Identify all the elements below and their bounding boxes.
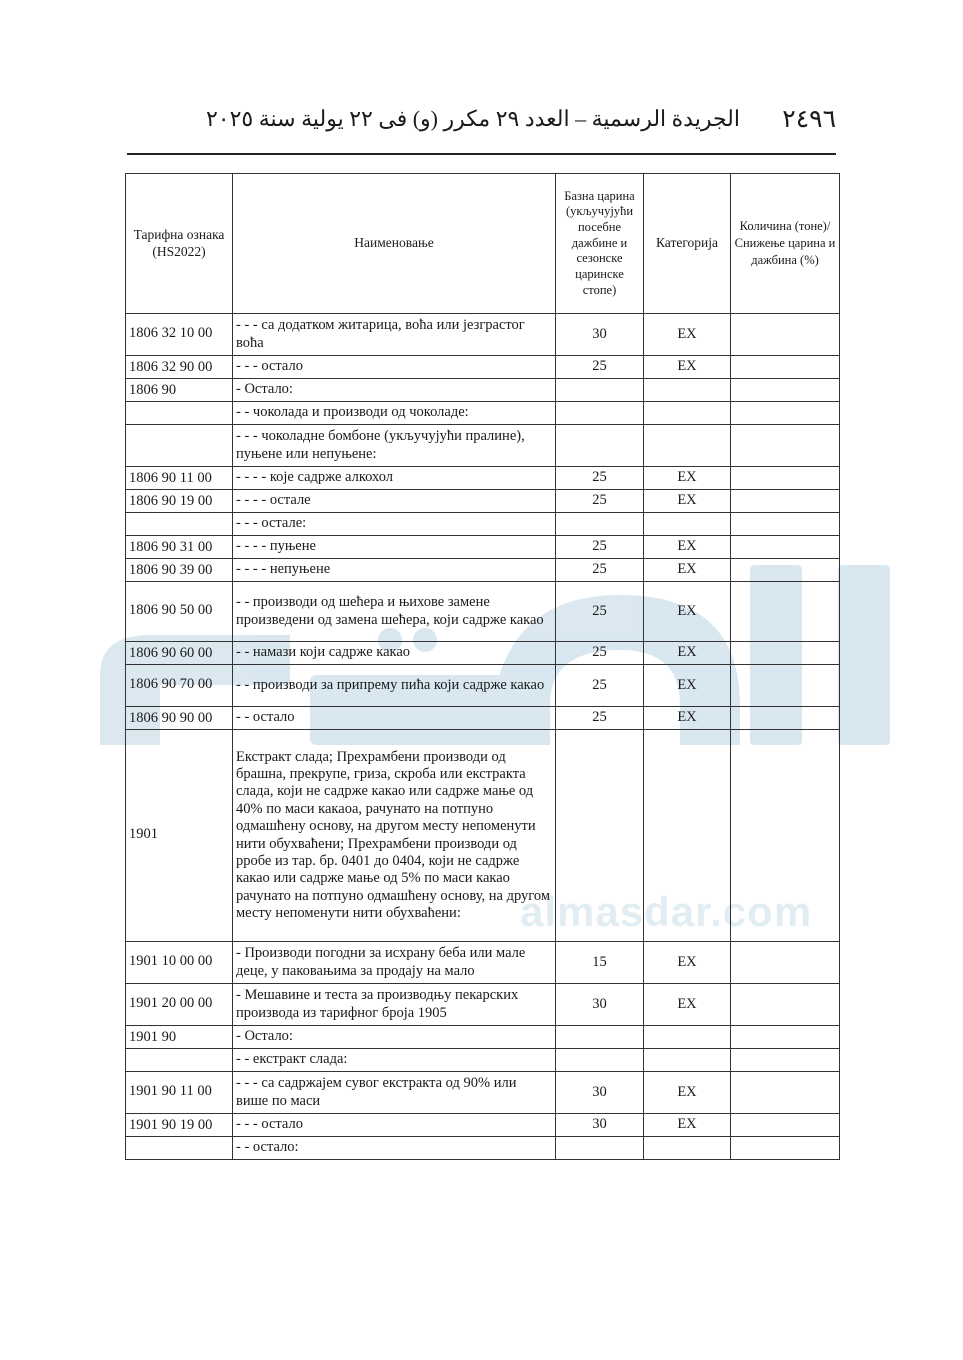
tariff-code-cell: 1806 90 90 00	[126, 707, 233, 730]
tariff-code-cell: 1806 90	[126, 379, 233, 402]
category-cell: EX	[644, 1114, 731, 1137]
tariff-code-cell: 1806 32 10 00	[126, 314, 233, 356]
category-cell	[644, 1026, 731, 1049]
category-cell	[644, 379, 731, 402]
category-cell	[644, 402, 731, 425]
category-cell: EX	[644, 356, 731, 379]
header-divider	[127, 153, 836, 155]
base-rate-cell	[556, 1026, 644, 1049]
quantity-reduction-cell	[731, 356, 840, 379]
tariff-table	[125, 173, 840, 1160]
table-row	[126, 379, 840, 402]
header-category: Категорија	[644, 174, 731, 314]
base-rate-cell	[556, 379, 644, 402]
base-rate-cell: 25	[556, 642, 644, 665]
table-row	[126, 536, 840, 559]
table-row	[126, 314, 840, 356]
page-header	[128, 104, 836, 138]
category-cell	[644, 1049, 731, 1072]
base-rate-cell: 25	[556, 490, 644, 513]
base-rate-cell: 25	[556, 582, 644, 642]
tariff-code-cell	[126, 513, 233, 536]
base-rate-cell: 15	[556, 942, 644, 984]
base-rate-cell	[556, 730, 644, 942]
quantity-reduction-cell	[731, 1026, 840, 1049]
tariff-code-cell: 1806 90 50 00	[126, 582, 233, 642]
description-cell: - - остало	[233, 707, 556, 730]
category-cell: EX	[644, 559, 731, 582]
description-cell: - - екстракт слада:	[233, 1049, 556, 1072]
quantity-reduction-cell	[731, 1072, 840, 1114]
tariff-code-cell: 1901 20 00 00	[126, 984, 233, 1026]
quantity-reduction-cell	[731, 490, 840, 513]
quantity-reduction-cell	[731, 467, 840, 490]
base-rate-cell: 25	[556, 665, 644, 707]
category-cell: EX	[644, 707, 731, 730]
header-quantity-reduction: Количина (тоне)/ Снижење царина и дажбина (%)	[731, 174, 840, 314]
description-cell: - - чоколада и производи од чоколаде:	[233, 402, 556, 425]
base-rate-cell	[556, 1137, 644, 1160]
table-row	[126, 559, 840, 582]
category-cell	[644, 425, 731, 467]
tariff-code-cell: 1901 90 19 00	[126, 1114, 233, 1137]
page-number: ٢٤٩٦	[782, 106, 836, 133]
description-cell: - - - са додатком житарица, воћа или језграстог воћа	[233, 314, 556, 356]
table-row	[126, 513, 840, 536]
table-row	[126, 730, 840, 942]
tariff-code-cell: 1806 90 39 00	[126, 559, 233, 582]
header-base-rate: Базна царина (укључујући посебне дажбине и сезонске царинске стопе)	[556, 174, 644, 314]
description-cell: - - - - непуњене	[233, 559, 556, 582]
base-rate-cell: 25	[556, 467, 644, 490]
description-cell: - - - - које садрже алкохол	[233, 467, 556, 490]
table-row	[126, 402, 840, 425]
table-row	[126, 1049, 840, 1072]
table-row	[126, 1137, 840, 1160]
description-cell: - Остало:	[233, 1026, 556, 1049]
header-description: Наименовање	[233, 174, 556, 314]
base-rate-cell: 25	[556, 559, 644, 582]
base-rate-cell	[556, 402, 644, 425]
table-row	[126, 490, 840, 513]
quantity-reduction-cell	[731, 1114, 840, 1137]
description-cell: - - - остало	[233, 1114, 556, 1137]
base-rate-cell: 25	[556, 356, 644, 379]
description-cell: - Мешавине и теста за производњу пекарских производа из тарифног броја 1905	[233, 984, 556, 1026]
tariff-code-cell	[126, 1137, 233, 1160]
description-cell: - - - чоколадне бомбоне (укључујући пралине), пуњене или непуњене:	[233, 425, 556, 467]
category-cell: EX	[644, 536, 731, 559]
base-rate-cell: 25	[556, 707, 644, 730]
category-cell: EX	[644, 490, 731, 513]
quantity-reduction-cell	[731, 536, 840, 559]
table-row	[126, 1072, 840, 1114]
category-cell: EX	[644, 984, 731, 1026]
description-cell: - Производи погодни за исхрану беба или мале деце, у паковањима за продају на мало	[233, 942, 556, 984]
tariff-code-cell: 1806 90 31 00	[126, 536, 233, 559]
tariff-code-cell: 1806 90 11 00	[126, 467, 233, 490]
tariff-code-cell	[126, 425, 233, 467]
category-cell: EX	[644, 642, 731, 665]
tariff-code-cell: 1901	[126, 730, 233, 942]
table-row	[126, 942, 840, 984]
tariff-code-cell: 1806 90 60 00	[126, 642, 233, 665]
quantity-reduction-cell	[731, 559, 840, 582]
table-row	[126, 425, 840, 467]
quantity-reduction-cell	[731, 379, 840, 402]
category-cell	[644, 513, 731, 536]
base-rate-cell: 30	[556, 1114, 644, 1137]
tariff-table-body	[126, 314, 840, 1160]
table-row	[126, 642, 840, 665]
tariff-code-cell: 1806 90 19 00	[126, 490, 233, 513]
category-cell: EX	[644, 665, 731, 707]
description-cell: - Остало:	[233, 379, 556, 402]
base-rate-cell: 30	[556, 314, 644, 356]
quantity-reduction-cell	[731, 402, 840, 425]
description-cell: - - производи за припрему пића који садрже какао	[233, 665, 556, 707]
quantity-reduction-cell	[731, 642, 840, 665]
base-rate-cell: 30	[556, 984, 644, 1026]
tariff-code-cell: 1901 10 00 00	[126, 942, 233, 984]
category-cell	[644, 1137, 731, 1160]
category-cell: EX	[644, 467, 731, 490]
description-cell: - - производи од шећера и њихове замене произведени од замена шећера, који садрже какао	[233, 582, 556, 642]
description-cell: - - - остало	[233, 356, 556, 379]
table-row	[126, 1114, 840, 1137]
table-row	[126, 467, 840, 490]
quantity-reduction-cell	[731, 984, 840, 1026]
quantity-reduction-cell	[731, 582, 840, 642]
table-row	[126, 582, 840, 642]
description-cell: - - намази који садрже какао	[233, 642, 556, 665]
table-row	[126, 665, 840, 707]
base-rate-cell: 25	[556, 536, 644, 559]
description-cell: - - - - остале	[233, 490, 556, 513]
tariff-code-cell: 1806 90 70 00	[126, 665, 233, 707]
tariff-code-cell: 1806 32 90 00	[126, 356, 233, 379]
table-row	[126, 707, 840, 730]
quantity-reduction-cell	[731, 1137, 840, 1160]
gazette-title: الجريدة الرسمية – العدد ٢٩ مكرر (و) فى ٢٢ يولية سنة ٢٠٢٥	[205, 106, 740, 131]
base-rate-cell	[556, 425, 644, 467]
category-cell: EX	[644, 582, 731, 642]
tariff-code-cell	[126, 402, 233, 425]
description-cell: - - - остале:	[233, 513, 556, 536]
base-rate-cell	[556, 513, 644, 536]
quantity-reduction-cell	[731, 513, 840, 536]
quantity-reduction-cell	[731, 314, 840, 356]
category-cell: EX	[644, 1072, 731, 1114]
quantity-reduction-cell	[731, 425, 840, 467]
quantity-reduction-cell	[731, 707, 840, 730]
table-row	[126, 356, 840, 379]
description-cell: - - - са садржајем сувог екстракта од 90% или више по маси	[233, 1072, 556, 1114]
table-row	[126, 1026, 840, 1049]
base-rate-cell: 30	[556, 1072, 644, 1114]
tariff-code-cell: 1901 90 11 00	[126, 1072, 233, 1114]
base-rate-cell	[556, 1049, 644, 1072]
quantity-reduction-cell	[731, 1049, 840, 1072]
tariff-code-cell	[126, 1049, 233, 1072]
category-cell: EX	[644, 314, 731, 356]
category-cell: EX	[644, 942, 731, 984]
quantity-reduction-cell	[731, 942, 840, 984]
table-row	[126, 984, 840, 1026]
category-cell	[644, 730, 731, 942]
description-cell: - - остало:	[233, 1137, 556, 1160]
description-cell: - - - - пуњене	[233, 536, 556, 559]
tariff-code-cell: 1901 90	[126, 1026, 233, 1049]
table-header-row	[126, 174, 840, 314]
quantity-reduction-cell	[731, 730, 840, 942]
header-tariff-code: Тарифна ознака (HS2022)	[126, 174, 233, 314]
quantity-reduction-cell	[731, 665, 840, 707]
description-cell: Екстракт слада; Прехрамбени производи од брашна, прекрупе, гриза, скроба или екстракта слада, који не садрже какао или садрже мање од 40% по маси какаоа, рачунато на потпуно одмашћену основу, на другом месту непоменути нити обухваћени; Прехрамбени производи од рробе из тар. бр. 0401 до 0404, који не садрже какао или садрже мање од 5% по маси какао рачунато на потпуно одмашћену основу, на другом месту непоменути нити обухваћени:	[233, 730, 556, 942]
watermark-site-text: almasdar.com	[520, 888, 813, 935]
